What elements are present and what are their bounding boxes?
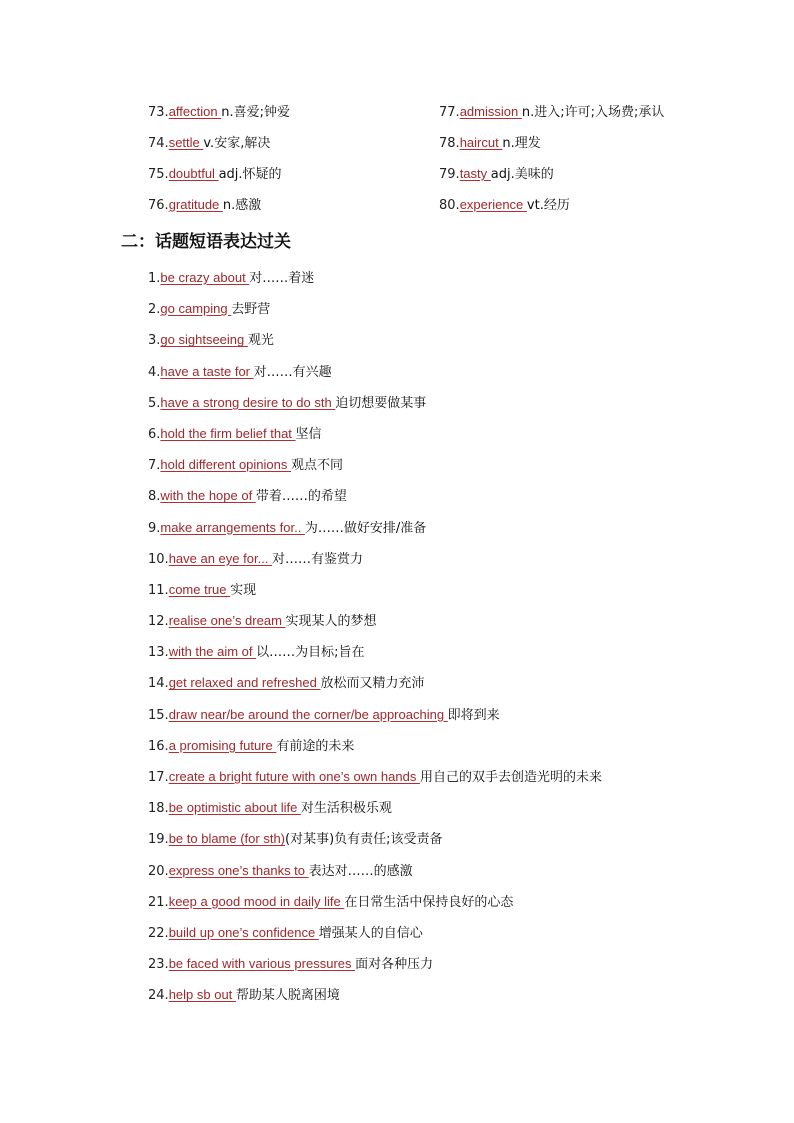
english-phrase: a promising future <box>168 737 277 753</box>
english-phrase: with the aim of <box>168 644 257 660</box>
item-number: 74. <box>148 136 169 151</box>
phrase-item <box>148 955 748 986</box>
vocab-item <box>148 134 270 153</box>
phrase-item <box>148 331 748 362</box>
english-phrase: be to blame (for sth) <box>168 831 286 847</box>
section-title: 二：话题短语表达过关 <box>121 232 291 252</box>
english-phrase: have a strong desire to do sth <box>160 394 336 410</box>
english-phrase: hold the firm belief that <box>160 425 296 441</box>
phrase-item <box>148 706 748 737</box>
vocab-row <box>148 196 708 227</box>
english-phrase: get relaxed and refreshed <box>168 675 321 691</box>
item-number: 15. <box>148 707 169 723</box>
phrase-item <box>148 363 748 394</box>
english-phrase: build up one’s confidence <box>168 924 319 940</box>
chinese-meaning: 帮助某人脱离困境 <box>235 988 340 1004</box>
vocab-item <box>439 103 664 122</box>
vocab-item <box>148 165 282 184</box>
vocab-row <box>148 103 708 134</box>
english-term: tasty <box>459 166 491 181</box>
phrase-item <box>148 893 748 924</box>
chinese-meaning: n.喜爱;钟爱 <box>221 105 290 120</box>
english-phrase: have an eye for... <box>168 550 273 566</box>
chinese-meaning: 有前途的未来 <box>276 738 355 754</box>
item-number: 9. <box>148 520 161 536</box>
english-phrase: be optimistic about life <box>168 800 301 816</box>
english-phrase: go sightseeing <box>160 332 248 348</box>
phrase-item <box>148 300 748 331</box>
item-number: 78. <box>439 136 460 151</box>
item-number: 8. <box>148 489 161 505</box>
item-number: 1. <box>148 271 161 286</box>
chinese-meaning: n.感激 <box>222 198 262 213</box>
item-number: 22. <box>148 925 169 941</box>
english-phrase: have a taste for <box>160 363 254 379</box>
chinese-meaning: 观光 <box>247 333 274 349</box>
phrase-item <box>148 612 748 643</box>
chinese-meaning: 实现 <box>230 582 257 598</box>
chinese-meaning: 用自己的双手去创造光明的未来 <box>419 770 602 785</box>
chinese-meaning: 放松而又精力充沛 <box>320 676 425 692</box>
chinese-meaning: 对……有兴趣 <box>253 364 332 380</box>
english-phrase: with the hope of <box>160 488 256 504</box>
phrase-item <box>148 768 748 799</box>
chinese-meaning: 迫切想要做某事 <box>335 395 427 411</box>
phrase-item <box>148 394 748 425</box>
phrase-list <box>148 269 748 1018</box>
english-term: gratitude <box>168 197 223 212</box>
vocab-item <box>148 103 290 122</box>
item-number: 13. <box>148 645 169 661</box>
chinese-meaning: 即将到来 <box>447 707 500 723</box>
english-phrase: express one’s thanks to <box>168 862 309 878</box>
item-number: 20. <box>148 863 169 879</box>
item-number: 2. <box>148 302 161 318</box>
chinese-meaning: 表达对……的感激 <box>308 863 413 879</box>
phrase-item <box>148 737 748 768</box>
english-term: affection <box>168 104 222 119</box>
english-term: admission <box>459 104 522 119</box>
chinese-meaning: v.安家,解决 <box>203 136 271 151</box>
chinese-meaning: (对某事)负有责任;该受责备 <box>285 832 443 848</box>
english-phrase: be crazy about <box>160 270 250 285</box>
phrase-item <box>148 456 748 487</box>
english-phrase: go camping <box>160 301 232 317</box>
vocab-item <box>148 196 261 215</box>
chinese-meaning: n.进入;许可;入场费;承认 <box>521 105 665 120</box>
item-number: 76. <box>148 198 169 213</box>
item-number: 73. <box>148 105 169 120</box>
chinese-meaning: 去野营 <box>231 302 271 318</box>
english-phrase: draw near/be around the corner/be approaching <box>168 706 448 722</box>
english-phrase: help sb out <box>168 987 236 1003</box>
english-phrase: create a bright future with one’s own hands <box>168 769 420 784</box>
item-number: 5. <box>148 395 161 411</box>
phrase-item <box>148 425 748 456</box>
chinese-meaning: 面对各种压力 <box>355 957 434 973</box>
phrase-item <box>148 581 748 612</box>
chinese-meaning: vt.经历 <box>526 198 570 213</box>
vocab-item <box>439 165 554 184</box>
item-number: 4. <box>148 364 161 380</box>
chinese-meaning: 对……着迷 <box>249 271 315 286</box>
item-number: 12. <box>148 614 169 630</box>
vocab-item <box>439 196 570 215</box>
english-term: haircut <box>459 135 503 150</box>
english-term: experience <box>459 197 527 212</box>
chinese-meaning: adj.怀疑的 <box>218 167 282 182</box>
item-number: 10. <box>148 551 169 567</box>
vocab-row <box>148 165 708 196</box>
item-number: 80. <box>439 198 460 213</box>
item-number: 17. <box>148 770 169 785</box>
chinese-meaning: 观点不同 <box>290 458 343 474</box>
chinese-meaning: 实现某人的梦想 <box>285 614 377 630</box>
chinese-meaning: 对……有鉴赏力 <box>272 551 364 567</box>
item-number: 79. <box>439 167 460 182</box>
chinese-meaning: 对生活积极乐观 <box>300 801 392 817</box>
phrase-item <box>148 924 748 955</box>
item-number: 21. <box>148 894 169 910</box>
english-phrase: hold different opinions <box>160 457 291 473</box>
chinese-meaning: 以……为目标;旨在 <box>256 645 365 661</box>
phrase-item <box>148 487 748 518</box>
item-number: 19. <box>148 832 169 848</box>
item-number: 3. <box>148 333 161 349</box>
phrase-item <box>148 830 748 861</box>
phrase-item <box>148 550 748 581</box>
item-number: 24. <box>148 988 169 1004</box>
item-number: 18. <box>148 801 169 817</box>
english-phrase: realise one’s dream <box>168 613 286 629</box>
chinese-meaning: 坚信 <box>295 426 322 442</box>
english-term: doubtful <box>168 166 219 181</box>
chinese-meaning: adj.美味的 <box>490 167 554 182</box>
item-number: 23. <box>148 957 169 973</box>
chinese-meaning: n.理发 <box>502 136 541 151</box>
phrase-item <box>148 799 748 830</box>
item-number: 7. <box>148 458 161 474</box>
chinese-meaning: 在日常生活中保持良好的心态 <box>344 894 514 910</box>
item-number: 77. <box>439 105 460 120</box>
item-number: 11. <box>148 582 169 598</box>
phrase-item <box>148 269 748 300</box>
item-number: 14. <box>148 676 169 692</box>
english-phrase: keep a good mood in daily life <box>168 893 345 909</box>
chinese-meaning: 带着……的希望 <box>255 489 347 505</box>
phrase-item <box>148 519 748 550</box>
phrase-item <box>148 986 748 1017</box>
item-number: 16. <box>148 738 169 754</box>
english-term: settle <box>168 135 204 150</box>
item-number: 6. <box>148 426 161 442</box>
english-phrase: make arrangements for.. <box>160 519 305 535</box>
phrase-item <box>148 674 748 705</box>
vocabulary-list <box>148 103 708 227</box>
vocab-item <box>439 134 541 153</box>
chinese-meaning: 增强某人的自信心 <box>318 925 423 941</box>
phrase-item <box>148 643 748 674</box>
phrase-item <box>148 862 748 893</box>
english-phrase: be faced with various pressures <box>168 956 356 972</box>
item-number: 75. <box>148 167 169 182</box>
english-phrase: come true <box>168 581 231 597</box>
vocab-row <box>148 134 708 165</box>
chinese-meaning: 为……做好安排/准备 <box>304 520 427 536</box>
